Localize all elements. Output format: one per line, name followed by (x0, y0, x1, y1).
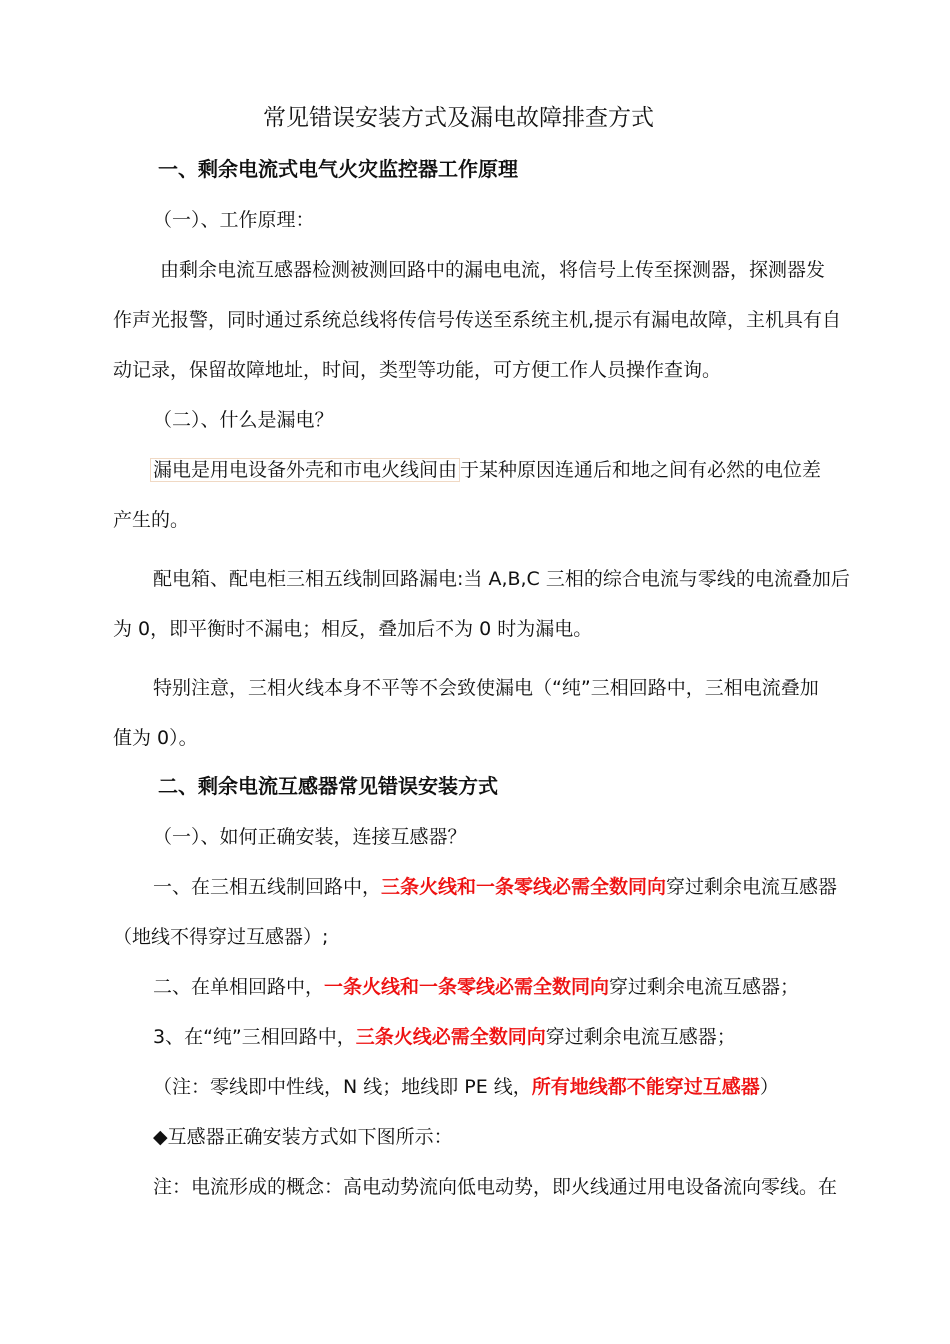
section-1-heading: 一、剩余电流式电气火灾监控器工作原理 (158, 157, 518, 181)
diagram-intro: ◆互感器正确安装方式如下图所示： (153, 1126, 453, 1148)
text-span: 于某种原因连通后和地之间有必然的电位差 (460, 459, 822, 481)
instruction-item-2 (153, 973, 799, 1001)
text-span: 穿过剩余电流互感器； (609, 976, 800, 998)
highlighted-text-box: 漏电是用电设备外壳和市电火线间由 (150, 458, 460, 482)
subheading-working-principle: （一）、工作原理： (153, 209, 315, 231)
paragraph-line: 值为 0）。 (113, 727, 198, 749)
emphasis-text: 所有地线都不能穿过互感器 (531, 1076, 760, 1098)
paragraph-line: 动记录，保留故障地址，时间，类型等功能，可方便工作人员操作查询。 (113, 359, 722, 381)
text-span: （注：零线即中性线，N 线；地线即 PE 线， (153, 1076, 532, 1098)
paragraph-line: 为 0，即平衡时不漏电；相反，叠加后不为 0 时为漏电。 (113, 618, 593, 640)
emphasis-text: 一条火线和一条零线必需全数同向 (324, 976, 610, 998)
document-title: 常见错误安装方式及漏电故障排查方式 (263, 105, 654, 131)
emphasis-text: 三条火线必需全数同向 (355, 1026, 546, 1048)
text-span: 穿过剩余电流互感器 (666, 876, 838, 898)
instruction-item-1 (153, 873, 837, 901)
text-span: 3、在“纯”三相回路中， (153, 1026, 356, 1048)
text-span: 穿过剩余电流互感器； (545, 1026, 736, 1048)
paragraph-line: 产生的。 (113, 509, 190, 531)
section-2-heading: 二、剩余电流互感器常见错误安装方式 (158, 774, 498, 798)
subheading-correct-installation: （一）、如何正确安装，连接互感器？ (153, 826, 467, 848)
note-line (153, 1073, 779, 1101)
paragraph-line: 由剩余电流互感器检测被测回路中的漏电电流，将信号上传至探测器，探测器发 (160, 259, 826, 281)
instruction-item-3 (153, 1023, 736, 1051)
emphasis-text: 三条火线和一条零线必需全数同向 (381, 876, 667, 898)
text-span: 二、在单相回路中， (153, 976, 325, 998)
paragraph-line: 注：电流形成的概念：高电动势流向低电动势，即火线通过用电设备流向零线。在 (153, 1176, 838, 1198)
subheading-what-is-leakage: （二）、什么是漏电？ (153, 409, 334, 431)
paragraph-line (150, 456, 821, 484)
paragraph-line: 特别注意，三相火线本身不平等不会致使漏电（“纯”三相回路中，三相电流叠加 (153, 677, 819, 699)
text-span: 一、在三相五线制回路中， (153, 876, 382, 898)
paragraph-line: （地线不得穿过互感器）; (113, 926, 329, 948)
paragraph-line: 配电箱、配电柜三相五线制回路漏电:当 A,B,C 三相的综合电流与零线的电流叠加后 (153, 568, 850, 590)
text-span: ） (759, 1076, 779, 1098)
paragraph-line: 作声光报警，同时通过系统总线将传信号传送至系统主机,提示有漏电故障，主机具有自 (113, 309, 842, 331)
